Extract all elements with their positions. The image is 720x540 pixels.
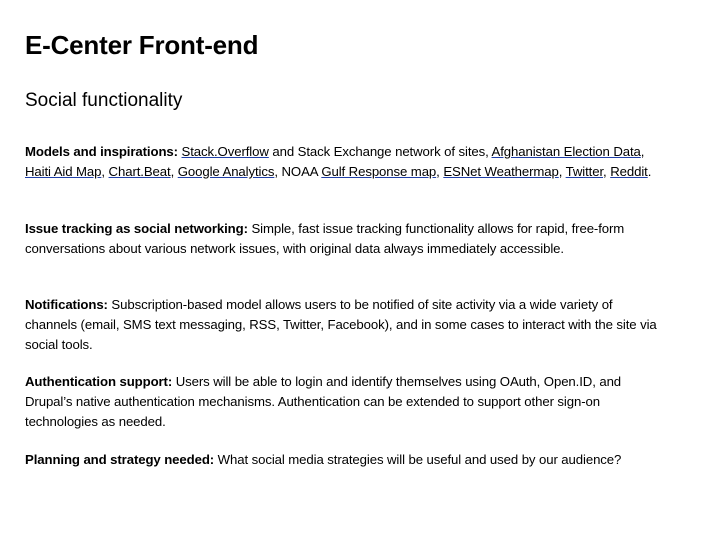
models-separator: , [603, 164, 611, 179]
section-subtitle: Social functionality [25, 90, 183, 111]
models-separator: , [558, 164, 566, 179]
authentication-body: Users will be able to login and identify themselves using OAuth, Open.ID, and Drupal’s native authentication mechanisms. Authentication can be extended to support other sign-on technologies as needed. [25, 374, 622, 429]
models-separator: , [170, 164, 178, 179]
models-separator: , [101, 164, 109, 179]
link-reddit[interactable]: Reddit [610, 164, 648, 179]
models-lead: Models and inspirations: [25, 144, 178, 159]
models-text-noaa: , NOAA [274, 164, 322, 179]
authentication-lead: Authentication support: [25, 374, 173, 389]
models-separator: , [640, 144, 645, 159]
issue-tracking-lead: Issue tracking as social networking: [25, 221, 248, 236]
models-paragraph [25, 142, 667, 182]
link-gulf-response-map[interactable]: Gulf Response map [321, 164, 437, 179]
link-stackoverflow[interactable]: Stack.Overflow [181, 144, 269, 159]
notifications-paragraph [25, 295, 667, 355]
issue-tracking-body: Simple, fast issue tracking functionality allows for rapid, free-form conversations about various network issues, with original data always immediately accessible. [25, 221, 625, 256]
notifications-body: Subscription-based model allows users to be notified of site activity via a wide variety of channels (email, SMS text messaging, RSS, Twitter, Facebook), and in some cases to interact with the site via social tools. [25, 297, 657, 352]
link-twitter[interactable]: Twitter [565, 164, 604, 179]
notifications-lead: Notifications: [25, 297, 108, 312]
link-afghanistan-election-data[interactable]: Afghanistan Election Data [491, 144, 641, 159]
planning-lead: Planning and strategy needed: [25, 452, 215, 467]
issue-tracking-paragraph [25, 219, 667, 259]
link-chartbeat[interactable]: Chart.Beat [108, 164, 171, 179]
models-text-1: and Stack Exchange network of sites, [268, 144, 492, 159]
link-haiti-aid-map[interactable]: Haiti Aid Map [25, 164, 102, 179]
link-google-analytics[interactable]: Google Analytics [177, 164, 275, 179]
models-text-end: . [647, 164, 652, 179]
planning-paragraph [25, 450, 667, 470]
models-separator: , [436, 164, 444, 179]
page-title: E-Center Front-end [25, 30, 259, 60]
planning-body: What social media strategies will be useful and used by our audience? [214, 452, 622, 467]
link-esnet-weathermap[interactable]: ESNet Weathermap [443, 164, 559, 179]
authentication-paragraph [25, 372, 667, 432]
